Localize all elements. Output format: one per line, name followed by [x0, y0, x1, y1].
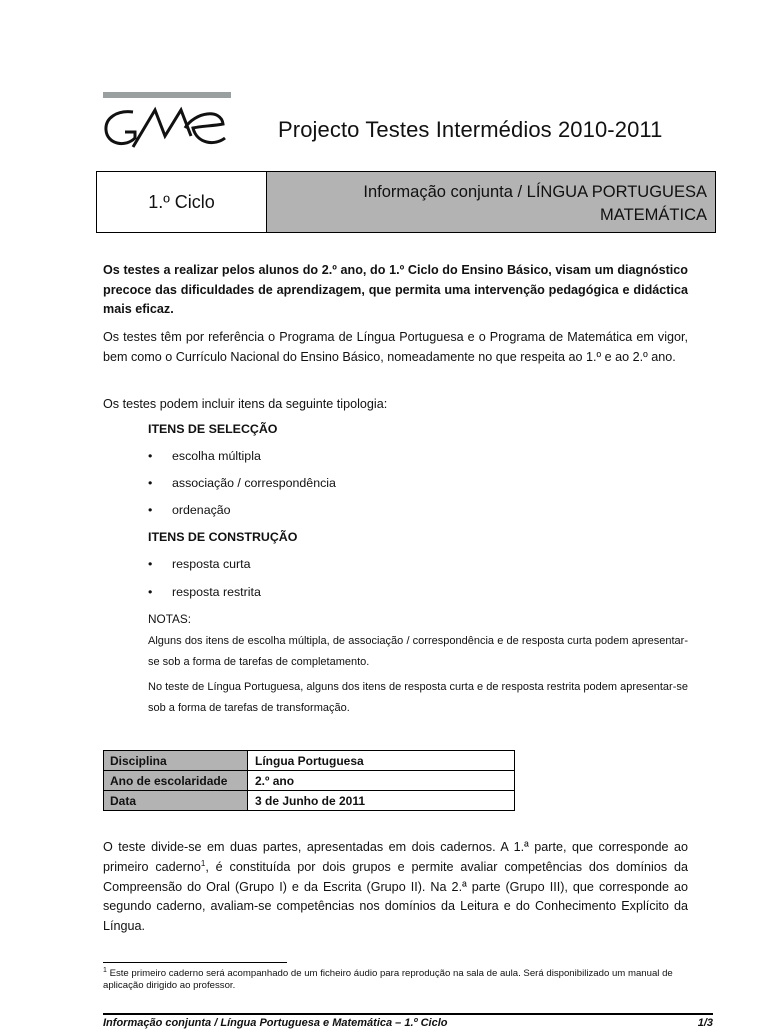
bullet-icon: •	[148, 503, 153, 517]
construction-heading: ITENS DE CONSTRUÇÃO	[148, 530, 298, 544]
table-row	[104, 751, 515, 771]
footnote-text: Este primeiro caderno será acompanhado de um ficheiro áudio para reprodução na sala de aula. Será disponibilizado um manual de aplicação dirigido ao professor.	[103, 968, 673, 991]
gave-logo	[103, 92, 233, 154]
list-item-label: ordenação	[172, 503, 231, 517]
footer-text: Informação conjunta / Língua Portuguesa e Matemática – 1.º Ciclo	[103, 1017, 448, 1029]
footnote	[103, 968, 683, 992]
gave-logo-mark	[103, 92, 233, 154]
list-item-label: associação / correspondência	[172, 476, 336, 490]
info-line-2: MATEMÁTICA	[600, 206, 707, 224]
reference-paragraph: Os testes têm por referência o Programa de Língua Portuguesa e o Programa de Matemática em vigor, bem como o Currículo Nacional do Ensino Básico, nomeadamente no que respeita ao 1.º e ao 2.º ano.	[103, 330, 688, 364]
header-box	[96, 171, 716, 233]
footnote-mark: 1	[103, 966, 107, 974]
notes-title: NOTAS:	[148, 612, 192, 626]
bullet-icon: •	[148, 476, 153, 490]
intro-paragraph: Os testes a realizar pelos alunos do 2.º ano, do 1.º Ciclo do Ensino Básico, visam um diagnóstico precoce das dificuldades de aprendizagem, que permita uma intervenção pedagógica e didáctica mais eficaz.	[103, 263, 688, 316]
selection-heading: ITENS DE SELECÇÃO	[148, 422, 278, 436]
document-title: Projecto Testes Intermédios 2010-2011	[278, 117, 663, 142]
note-2: No teste de Língua Portuguesa, alguns dos itens de resposta curta e de resposta restrita podem apresentar-se sob a forma de tarefas de transformação.	[148, 681, 688, 714]
info-cell	[267, 172, 715, 232]
info-table	[103, 750, 515, 811]
table-value: 3 de Junho de 2011	[248, 791, 515, 811]
table-label: Disciplina	[104, 751, 248, 771]
bullet-icon: •	[148, 449, 153, 463]
footnote-divider	[103, 962, 287, 963]
table-value: Língua Portuguesa	[248, 751, 515, 771]
info-line-1: Informação conjunta / LÍNGUA PORTUGUESA	[363, 183, 707, 201]
table-row	[104, 771, 515, 791]
cycle-label: 1.º Ciclo	[97, 172, 267, 232]
page-number: 1/3	[697, 1017, 713, 1029]
footnote-ref: 1	[200, 858, 206, 868]
table-label: Ano de escolaridade	[104, 771, 248, 791]
page-footer	[103, 1017, 713, 1029]
list-item-label: resposta restrita	[172, 585, 261, 599]
parts-paragraph	[103, 838, 688, 937]
note-1: Alguns dos itens de escolha múltipla, de associação / correspondência e de resposta curta podem apresentar-se sob a forma de tarefas de completamento.	[148, 635, 688, 668]
table-value: 2.º ano	[248, 771, 515, 791]
table-row	[104, 791, 515, 811]
list-item	[148, 449, 261, 463]
bullet-icon: •	[148, 585, 153, 599]
list-item-label: resposta curta	[172, 557, 251, 571]
bullet-icon: •	[148, 557, 153, 571]
list-item	[148, 476, 336, 490]
typology-paragraph: Os testes podem incluir itens da seguinte tipologia:	[103, 397, 388, 411]
table-label: Data	[104, 791, 248, 811]
footer-divider	[103, 1013, 713, 1015]
list-item	[148, 585, 261, 599]
parts-text-a: O teste divide-se em duas partes, apresentadas em dois cadernos. A 1.ª parte, que corresponde ao primeiro caderno	[103, 840, 688, 874]
list-item	[148, 503, 231, 517]
list-item	[148, 557, 251, 571]
list-item-label: escolha múltipla	[172, 449, 261, 463]
parts-text-b: , é constituída por dois grupos e permite avaliar competências dos domínios da Compreensão do Oral (Grupo I) e da Escrita (Grupo II). Na 2.ª parte (Grupo III), que corresponde ao segundo caderno, avaliam-se competências nos domínios da Leitura e do Conhecimento Explícito da Língua.	[103, 859, 688, 934]
